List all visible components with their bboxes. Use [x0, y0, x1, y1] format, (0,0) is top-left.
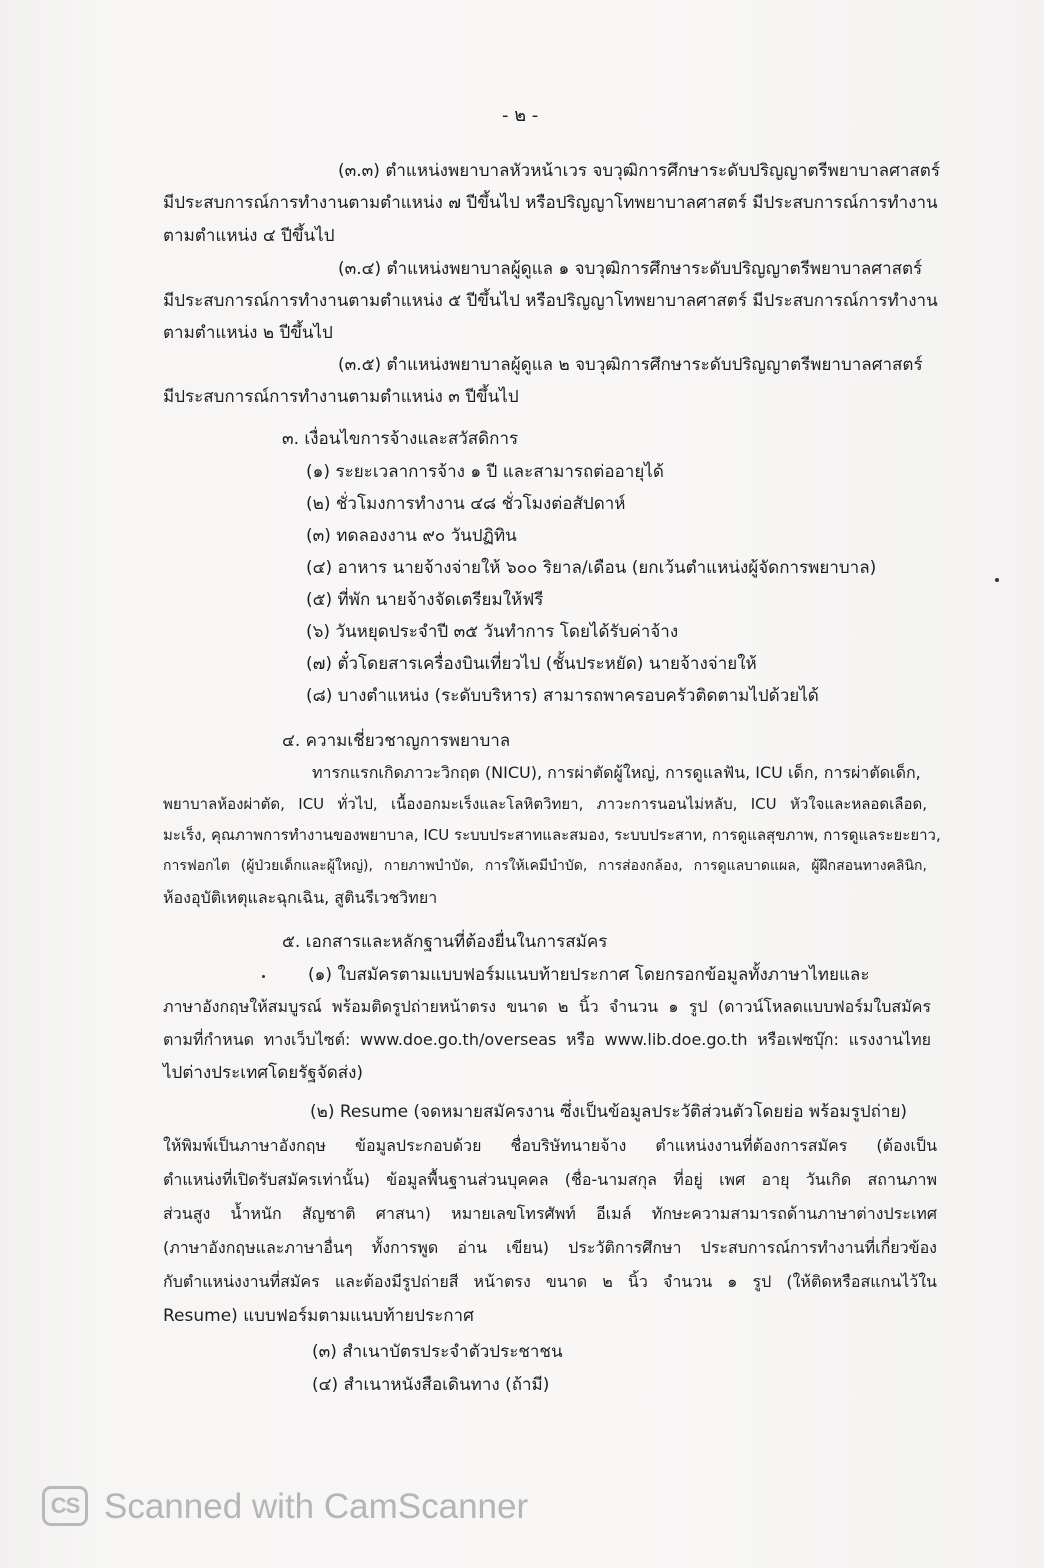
section-4-heading: ๔. ความเชี่ยวชาญการพยาบาล [282, 731, 511, 751]
document-item-2-line: (ภาษาอังกฤษและภาษาอื่นๆ ทั้งการพูด อ่าน เขียน) ประวัติการศึกษา ประสบการณ์การทำงานที่เกี่ยวข้อง [163, 1238, 937, 1257]
specialty-line: ห้องอุบัติเหตุและฉุกเฉิน, สูตินรีเวชวิทยา [163, 888, 438, 907]
specialty-line: พยาบาลห้องผ่าตัด, ICU ทั่วไป, เนื้องอกมะเร็งและโลหิตวิทยา, ภาวะการนอนไม่หลับ, ICU หัวใจและหลอดเลือด, [163, 795, 927, 813]
condition-item: (๕) ที่พัก นายจ้างจัดเตรียมให้ฟรี [306, 590, 544, 610]
section-3-3-line-3: ตามตำแหน่ง ๔ ปีขึ้นไป [163, 226, 335, 246]
condition-item: (๗) ตั๋วโดยสารเครื่องบินเที่ยวไป (ชั้นประหยัด) นายจ้างจ่ายให้ [306, 654, 757, 674]
condition-item: (๒) ชั่วโมงการทำงาน ๔๘ ชั่วโมงต่อสัปดาห์ [306, 494, 626, 514]
specialty-line: ทารกแรกเกิดภาวะวิกฤต (NICU), การผ่าตัดผู้ใหญ่, การดูแลฟัน, ICU เด็ก, การผ่าตัดเด็ก, [312, 763, 921, 782]
condition-item: (๓) ทดลองงาน ๙๐ วันปฏิทิน [306, 526, 517, 546]
section-3-5-line-1: (๓.๕) ตำแหน่งพยาบาลผู้ดูแล ๒ จบวุฒิการศึกษาระดับปริญญาตรีพยาบาลศาสตร์ [338, 355, 923, 375]
document-item-2-line: ส่วนสูง น้ำหนัก สัญชาติ ศาสนา) หมายเลขโทรศัพท์ อีเมล์ ทักษะความสามารถด้านภาษาต่างประเทศ [163, 1204, 937, 1223]
condition-item: (๖) วันหยุดประจำปี ๓๕ วันทำการ โดยได้รับค่าจ้าง [306, 622, 679, 642]
condition-item: (๘) บางตำแหน่ง (ระดับบริหาร) สามารถพาครอบครัวติดตามไปด้วยได้ [306, 686, 819, 706]
section-3-4-line-1: (๓.๔) ตำแหน่งพยาบาลผู้ดูแล ๑ จบวุฒิการศึกษาระดับปริญญาตรีพยาบาลศาสตร์ [338, 259, 923, 279]
document-item-3: (๓) สำเนาบัตรประจำตัวประชาชน [312, 1342, 563, 1362]
condition-item: (๑) ระยะเวลาการจ้าง ๑ ปี และสามารถต่ออายุได้ [306, 462, 664, 482]
document-item-1-line: ไปต่างประเทศโดยรัฐจัดส่ง) [163, 1063, 364, 1083]
specialty-line: การฟอกไต (ผู้ป่วยเด็กและผู้ใหญ่), กายภาพบำบัด, การให้เคมีบำบัด, การส่องกล้อง, การดูแลบาดแผล, ผู้ฝึกสอนทางคลินิก, [163, 858, 927, 874]
document-item-2-line: (๒) Resume (จดหมายสมัครงาน ซึ่งเป็นข้อมูลประวัติส่วนตัวโดยย่อ พร้อมรูปถ่าย) [310, 1102, 908, 1122]
scan-speck [995, 578, 999, 582]
document-item-2-line: ตำแหน่งที่เปิดรับสมัครเท่านั้น) ข้อมูลพื้นฐานส่วนบุคคล (ชื่อ-นามสกุล ที่อยู่ เพศ อายุ วันเกิด สถานภาพ [163, 1170, 937, 1189]
section-3-heading: ๓. เงื่อนไขการจ้างและสวัสดิการ [282, 429, 519, 449]
specialty-line: มะเร็ง, คุณภาพการทำงานของพยาบาล, ICU ระบบประสาทและสมอง, ระบบประสาท, การดูแลสุขภาพ, การดูแลระยะยาว, [163, 826, 941, 844]
document-item-1-line: (๑) ใบสมัครตามแบบฟอร์มแนบท้ายประกาศ โดยกรอกข้อมูลทั้งภาษาไทยและ [308, 965, 870, 985]
document-item-2-line: ให้พิมพ์เป็นภาษาอังกฤษ ข้อมูลประกอบด้วย ชื่อบริษัทนายจ้าง ตำแหน่งงานที่ต้องการสมัคร (ต้องเป็น [163, 1136, 937, 1155]
section-3-4-line-2: มีประสบการณ์การทำงานตามตำแหน่ง ๕ ปีขึ้นไป หรือปริญญาโทพยาบาลศาสตร์ มีประสบการณ์การทำงาน [163, 291, 938, 311]
document-item-1-line: ภาษาอังกฤษให้สมบูรณ์ พร้อมติดรูปถ่ายหน้าตรง ขนาด ๒ นิ้ว จำนวน ๑ รูป (ดาวน์โหลดแบบฟอร์มใบสมัคร [163, 997, 931, 1016]
document-item-2-line: Resume) แบบฟอร์มตามแนบท้ายประกาศ [163, 1306, 474, 1326]
scan-speck [262, 975, 265, 978]
section-3-3-line-1: (๓.๓) ตำแหน่งพยาบาลหัวหน้าเวร จบวุฒิการศึกษาระดับปริญญาตรีพยาบาลศาสตร์ [338, 161, 940, 181]
section-5-heading: ๕. เอกสารและหลักฐานที่ต้องยื่นในการสมัคร [282, 932, 608, 952]
section-3-4-line-3: ตามตำแหน่ง ๒ ปีขึ้นไป [163, 323, 333, 343]
page-number: - ๒ - [502, 105, 539, 126]
condition-item: (๔) อาหาร นายจ้างจ่ายให้ ๖๐๐ ริยาล/เดือน (ยกเว้นตำแหน่งผู้จัดการพยาบาล) [306, 558, 877, 578]
camscanner-watermark: Scanned with CamScanner [104, 1487, 529, 1526]
section-3-5-line-2: มีประสบการณ์การทำงานตามตำแหน่ง ๓ ปีขึ้นไป [163, 387, 519, 407]
camscanner-logo-icon: CS [42, 1486, 88, 1526]
section-3-3-line-2: มีประสบการณ์การทำงานตามตำแหน่ง ๗ ปีขึ้นไป หรือปริญญาโทพยาบาลศาสตร์ มีประสบการณ์การทำงาน [163, 193, 938, 213]
document-item-1-line: ตามที่กำหนด ทางเว็บไซต์: www.doe.go.th/overseas หรือ www.lib.doe.go.th หรือเฟซบุ๊ก: แรงงานไทย [163, 1030, 931, 1049]
document-item-4: (๔) สำเนาหนังสือเดินทาง (ถ้ามี) [312, 1375, 550, 1395]
document-item-2-line: กับตำแหน่งงานที่สมัคร และต้องมีรูปถ่ายสี หน้าตรง ขนาด ๒ นิ้ว จำนวน ๑ รูป (ให้ติดหรือสแกนไว้ใน [163, 1272, 937, 1291]
